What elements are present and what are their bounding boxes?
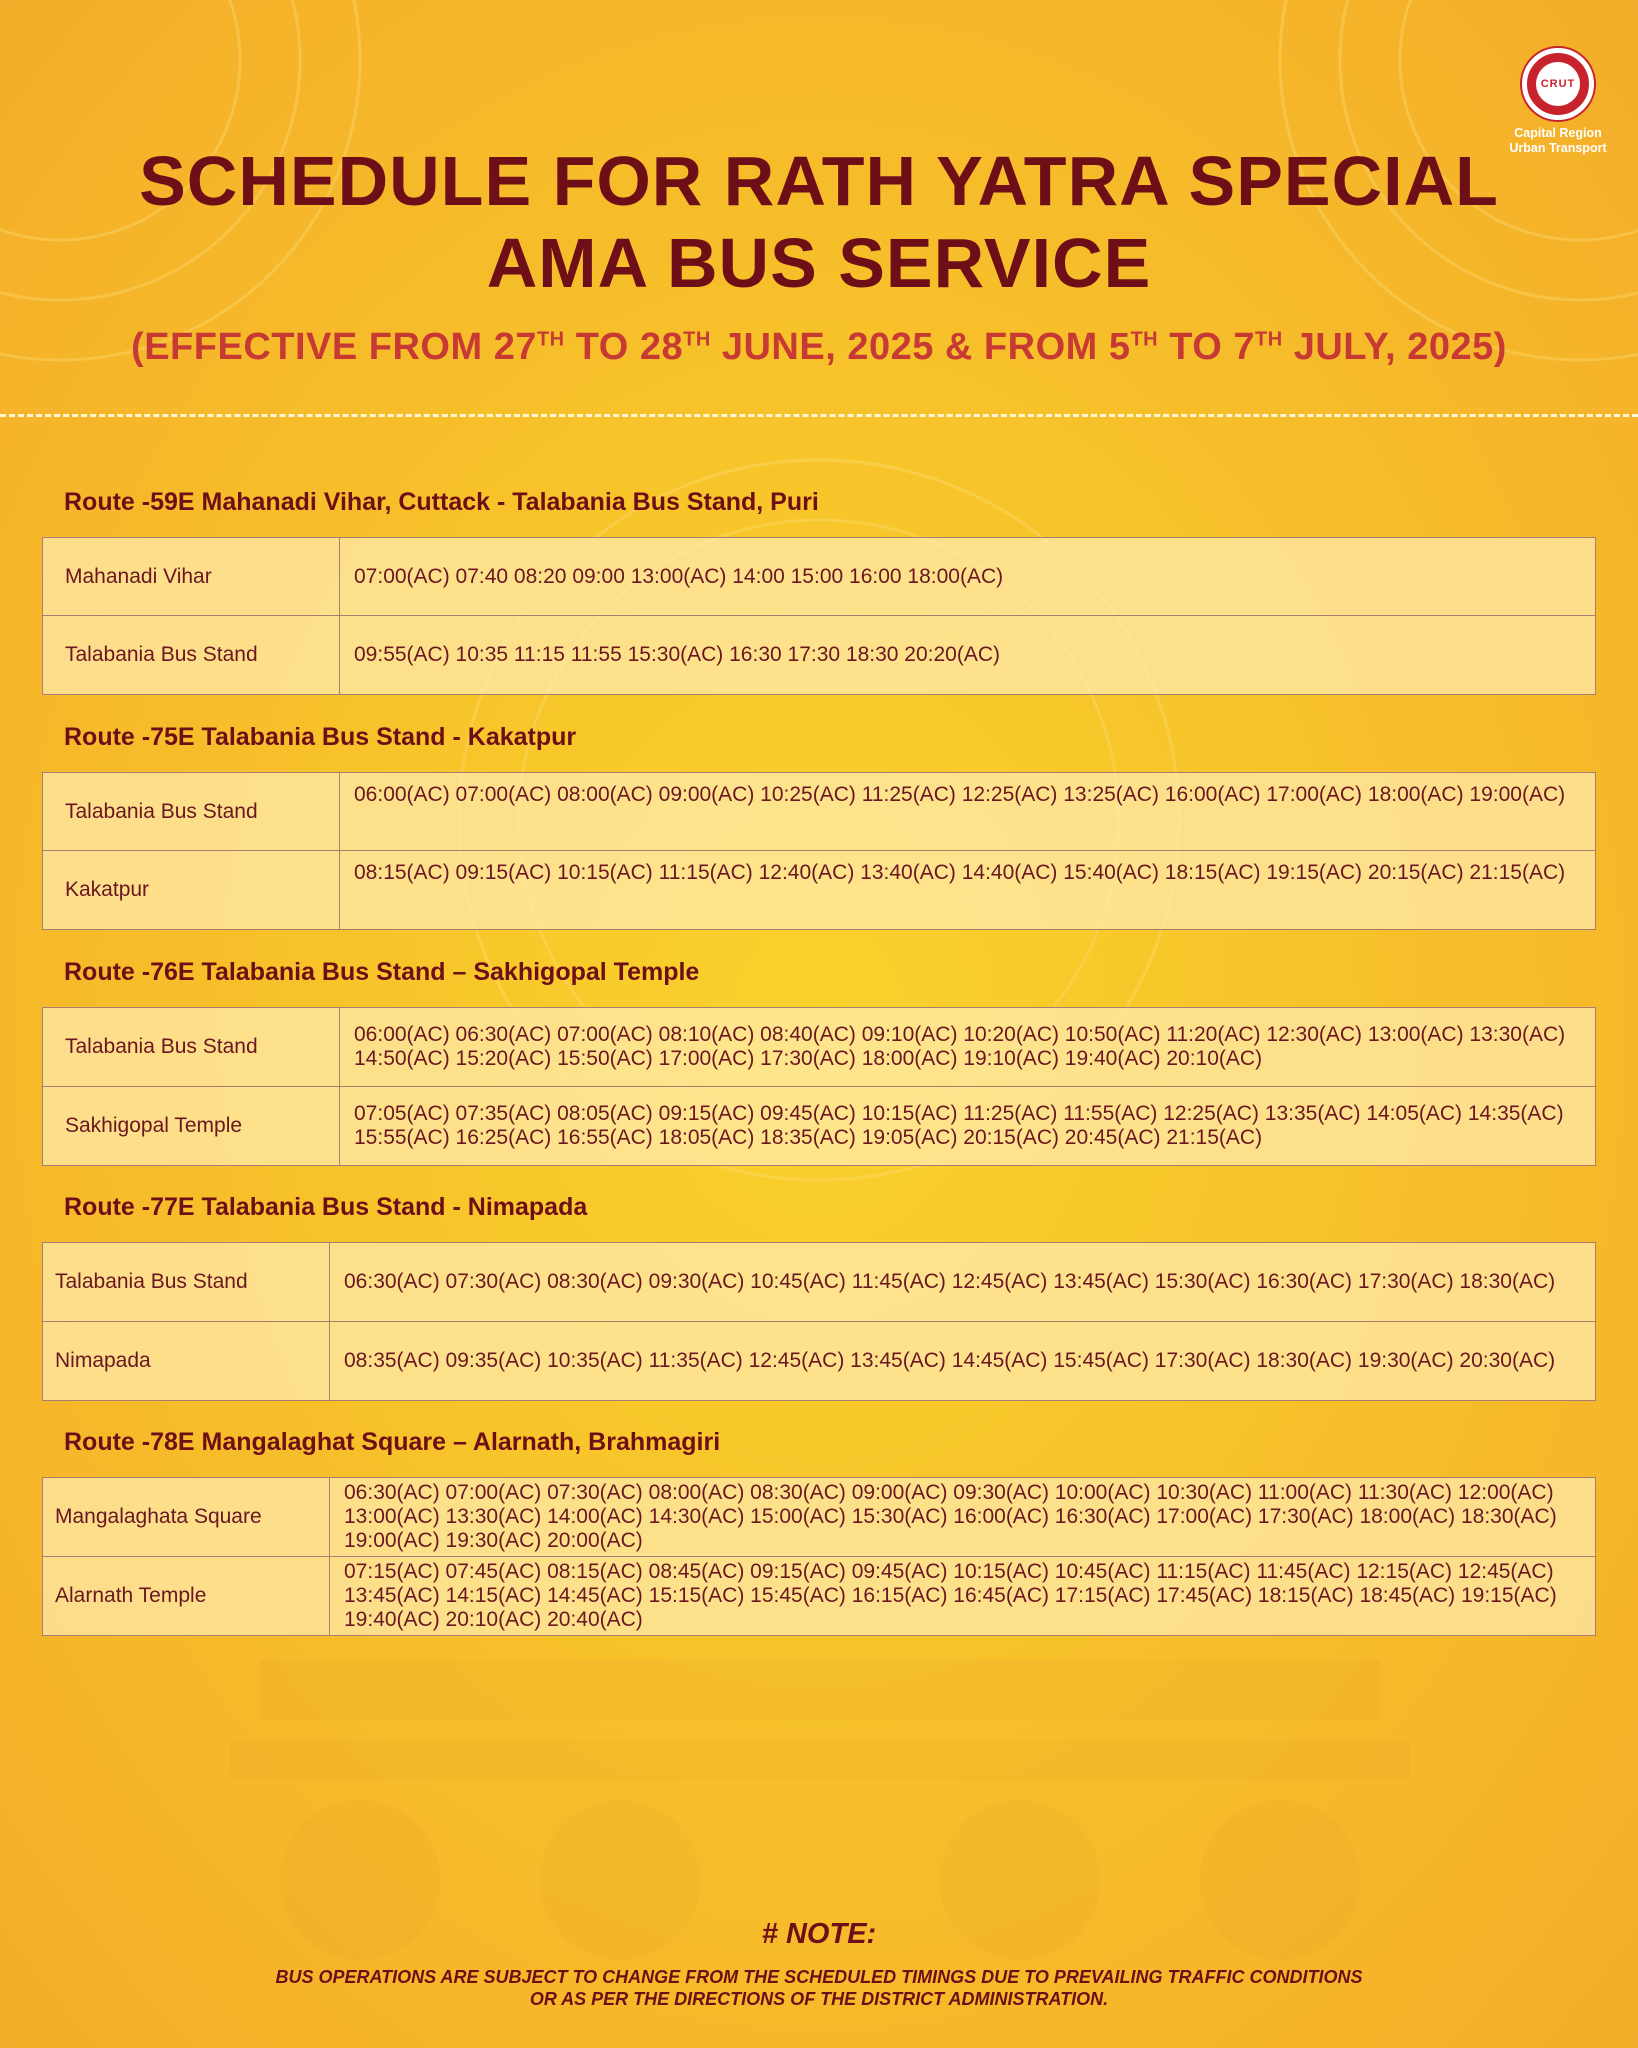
stop-name: Talabania Bus Stand	[43, 1243, 330, 1322]
page-title	[0, 140, 1638, 304]
note-line2: OR AS PER THE DIRECTIONS OF THE DISTRICT ADMINISTRATION.	[529, 1989, 1109, 2009]
crut-logo-badge	[1522, 48, 1594, 120]
effective-part: TO 28	[564, 326, 684, 368]
stop-times: 07:00(AC) 07:40 08:20 09:00 13:00(AC) 14:00 15:00 16:00 18:00(AC)	[340, 538, 1596, 616]
route-title-77e: Route -77E Talabania Bus Stand - Nimapada	[64, 1193, 588, 1221]
effective-part: JUNE, 2025 & FROM 5	[710, 326, 1131, 368]
crut-logo-line1: Capital Region	[1514, 126, 1602, 140]
effective-part: TO 7	[1158, 326, 1255, 368]
route-table-77e	[42, 1242, 1596, 1401]
stop-name: Talabania Bus Stand	[43, 773, 340, 851]
crut-logo-mark: CRUT	[1536, 62, 1580, 106]
stop-times: 06:30(AC) 07:30(AC) 08:30(AC) 09:30(AC) 10:45(AC) 11:45(AC) 12:45(AC) 13:45(AC) 15:30(AC) 16:30(AC) 17:30(AC) 18:30(AC)	[330, 1243, 1596, 1322]
page-title-line2: AMA BUS SERVICE	[486, 224, 1152, 302]
stop-name: Kakatpur	[43, 851, 340, 930]
stop-name: Talabania Bus Stand	[43, 1008, 340, 1087]
stop-times: 08:35(AC) 09:35(AC) 10:35(AC) 11:35(AC) 12:45(AC) 13:45(AC) 14:45(AC) 15:45(AC) 17:30(AC) 18:30(AC) 19:30(AC) 20:30(AC)	[330, 1322, 1596, 1401]
stop-times: 06:00(AC) 06:30(AC) 07:00(AC) 08:10(AC) 08:40(AC) 09:10(AC) 10:20(AC) 10:50(AC) 11:20(AC) 12:30(AC) 13:00(AC) 13:30(AC) 14:50(AC) 15:20(AC) 15:50(AC) 17:00(AC) 17:30(AC) 18:00(AC) 19:10(AC) 19:40(AC) 20:10(AC)	[340, 1008, 1596, 1087]
route-title-76e: Route -76E Talabania Bus Stand – Sakhigopal Temple	[64, 958, 700, 986]
effective-sup: TH	[1130, 328, 1159, 351]
page-title-line1: SCHEDULE FOR RATH YATRA SPECIAL	[139, 142, 1499, 220]
table-row	[43, 1243, 1596, 1322]
dashed-divider	[0, 414, 1638, 417]
effective-part: JULY, 2025)	[1282, 326, 1507, 368]
stop-times: 07:15(AC) 07:45(AC) 08:15(AC) 08:45(AC) 09:15(AC) 09:45(AC) 10:15(AC) 10:45(AC) 11:15(AC) 11:45(AC) 12:15(AC) 12:45(AC) 13:45(AC) 14:15(AC) 14:45(AC) 15:15(AC) 15:45(AC) 16:15(AC) 16:45(AC) 17:15(AC) 17:45(AC) 18:15(AC) 18:45(AC) 19:15(AC) 19:40(AC) 20:10(AC) 20:40(AC)	[330, 1557, 1596, 1636]
table-row	[43, 1478, 1596, 1557]
table-row	[43, 1557, 1596, 1636]
table-row	[43, 1322, 1596, 1401]
route-table-59e	[42, 537, 1596, 695]
route-title-75e: Route -75E Talabania Bus Stand - Kakatpur	[64, 723, 577, 751]
stop-times: 08:15(AC) 09:15(AC) 10:15(AC) 11:15(AC) 12:40(AC) 13:40(AC) 14:40(AC) 15:40(AC) 18:15(AC) 19:15(AC) 20:15(AC) 21:15(AC)	[340, 851, 1596, 930]
effective-sup: TH	[683, 328, 711, 351]
route-title-78e: Route -78E Mangalaghat Square – Alarnath, Brahmagiri	[64, 1428, 721, 1456]
note-line1: BUS OPERATIONS ARE SUBJECT TO CHANGE FROM THE SCHEDULED TIMINGS DUE TO PREVAILING TRAFFIC CONDITIONS	[275, 1967, 1363, 1987]
route-title-59e: Route -59E Mahanadi Vihar, Cuttack - Talabania Bus Stand, Puri	[64, 488, 819, 516]
stop-name: Talabania Bus Stand	[43, 616, 340, 695]
note-text	[0, 1966, 1638, 2010]
table-row	[43, 1087, 1596, 1166]
table-row	[43, 616, 1596, 695]
effective-sup: TH	[1254, 328, 1283, 351]
route-table-78e	[42, 1477, 1596, 1636]
note-heading: # NOTE:	[761, 1918, 877, 1950]
table-row	[43, 1008, 1596, 1087]
stop-name: Nimapada	[43, 1322, 330, 1401]
stop-times: 07:05(AC) 07:35(AC) 08:05(AC) 09:15(AC) 09:45(AC) 10:15(AC) 11:25(AC) 11:55(AC) 12:25(AC) 13:35(AC) 14:05(AC) 14:35(AC) 15:55(AC) 16:25(AC) 16:55(AC) 18:05(AC) 18:35(AC) 19:05(AC) 20:15(AC) 20:45(AC) 21:15(AC)	[340, 1087, 1596, 1166]
effective-part: (EFFECTIVE FROM 27	[131, 326, 537, 368]
stop-name: Mahanadi Vihar	[43, 538, 340, 616]
table-row	[43, 851, 1596, 930]
stop-name: Sakhigopal Temple	[43, 1087, 340, 1166]
table-row	[43, 773, 1596, 851]
route-table-76e	[42, 1007, 1596, 1166]
stop-name: Alarnath Temple	[43, 1557, 330, 1636]
route-table-75e	[42, 772, 1596, 930]
table-row	[43, 538, 1596, 616]
stop-times: 06:00(AC) 07:00(AC) 08:00(AC) 09:00(AC) 10:25(AC) 11:25(AC) 12:25(AC) 13:25(AC) 16:00(AC) 17:00(AC) 18:00(AC) 19:00(AC)	[340, 773, 1596, 851]
effective-sup: TH	[536, 328, 565, 351]
stop-name: Mangalaghata Square	[43, 1478, 330, 1557]
crut-logo-line2: Urban Transport	[1509, 141, 1607, 155]
stop-times: 09:55(AC) 10:35 11:15 11:55 15:30(AC) 16:30 17:30 18:30 20:20(AC)	[340, 616, 1596, 695]
effective-dates	[0, 326, 1638, 369]
stop-times: 06:30(AC) 07:00(AC) 07:30(AC) 08:00(AC) 08:30(AC) 09:00(AC) 09:30(AC) 10:00(AC) 10:30(AC) 11:00(AC) 11:30(AC) 12:00(AC) 13:00(AC) 13:30(AC) 14:00(AC) 14:30(AC) 15:00(AC) 15:30(AC) 16:00(AC) 16:30(AC) 17:00(AC) 17:30(AC) 18:00(AC) 18:30(AC) 19:00(AC) 19:30(AC) 20:00(AC)	[330, 1478, 1596, 1557]
